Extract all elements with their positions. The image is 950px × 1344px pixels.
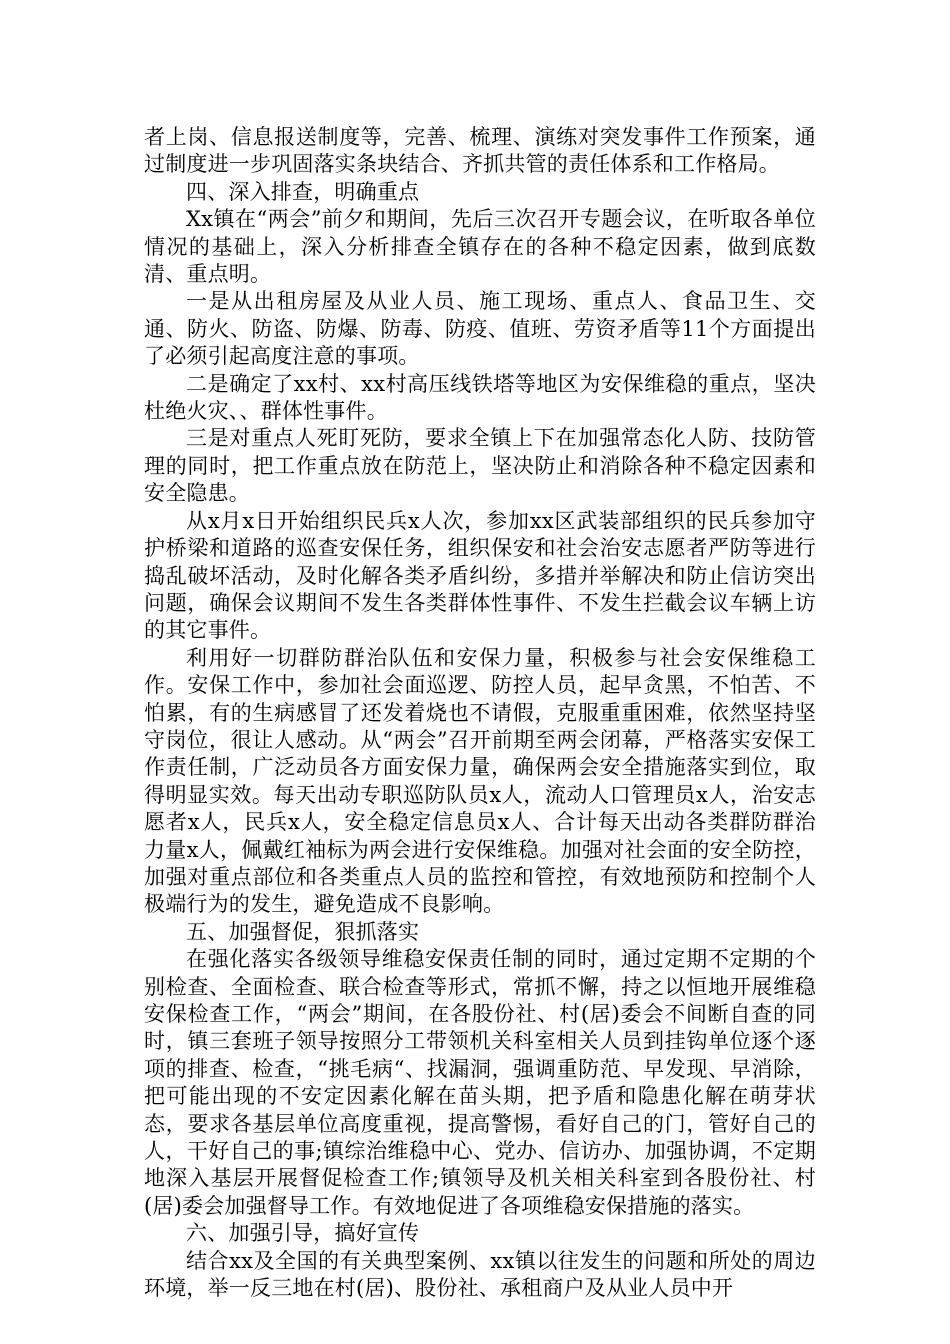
paragraph: 结合xx及全国的有关典型案例、xx镇以往发生的问题和所处的周边环境，举一反三地在村(居)、股份社、承租商户及从业人员中开 [144,1248,816,1301]
paragraph-continuation: 者上岗、信息报送制度等，完善、梳理、演练对突发事件工作预案，通过制度进一步巩固落实条块结合、齐抓共管的责任体系和工作格局。 [144,125,816,177]
paragraph: Xx镇在“两会”前夕和期间，先后三次召开专题会议，在听取各单位情况的基础上，深入分析排查全镇存在的各种不稳定因素，做到底数清、重点明。 [144,207,816,287]
paragraph: 利用好一切群防群治队伍和安保力量，积极参与社会安保维稳工作。安保工作中，参加社会面巡逻、防控人员，起早贪黑，不怕苦、不怕累，有的生病感冒了还发着烧也不请假，克服重重困难，依然坚持坚守岗位，很让人感动。从“两会”召开前期至两会闭幕，严格落实安保工作责任制，广泛动员各方面安保力量，确保两会安全措施落实到位，取得明显实效。每天出动专职巡防队员x人，流动人口管理员x人，治安志愿者x人，民兵x人，安全稳定信息员x人、合计每天出动各类群防群治力量x人，佩戴红袖标为两会进行安保维稳。加强对社会面的安全防控，加强对重点部位和各类重点人员的监控和管控，有效地预防和控制个人极端行为的发生，避免造成不良影响。 [144,645,816,917]
paragraph: 从x月x日开始组织民兵x人次，参加xx区武装部组织的民兵参加守护桥梁和道路的巡查安保任务，组织保安和社会治安志愿者严防等进行捣乱破坏活动，及时化解各类矛盾纠纷，多措并举解决和防止信访突出问题，确保会议期间不发生各类群体性事件、不发生拦截会议车辆上访的其它事件。 [144,508,816,643]
document-body [144,124,816,1302]
section-heading-5: 五、加强督促，狠抓落实 [186,919,420,944]
paragraph: 二是确定了xx村、xx村高压线铁塔等地区为安保维稳的重点，坚决杜绝火灾、、群体性事件。 [144,371,816,424]
paragraph: 一是从出租房屋及从业人员、施工现场、重点人、食品卫生、交通、防火、防盗、防爆、防毒、防疫、值班、劳资矛盾等11个方面提出了必须引起高度注意的事项。 [144,289,816,369]
paragraph: 在强化落实各级领导维稳安保责任制的同时，通过定期不定期的个别检查、全面检查、联合检查等形式，常抓不懈，持之以恒地开展维稳安保检查工作，“两会”期间，在各股份社、村(居)委会不间断自查的同时，镇三套班子领导按照分工带领机关科室相关人员到挂钩单位逐个逐项的排查、检查，“挑毛病“、找漏洞，强调重防范、早发现、早消除，把可能出现的不安定因素化解在苗头期，把予盾和隐患化解在萌芽状态，要求各基层单位高度重视，提高警惕，看好自己的门，管好自己的人，干好自己的事;镇综治维稳中心、党办、信访办、加强协调，不定期地深入基层开展督促检查工作;镇领导及机关相关科室到各股份社、村(居)委会加强督导工作。有效地促进了各项维稳安保措施的落实。 [144,947,816,1218]
section-heading-6: 六、加强引导，搞好宣传 [186,1221,420,1246]
paragraph: 三是对重点人死盯死防，要求全镇上下在加强常态化人防、技防管理的同时，把工作重点放在防范上，坚决防止和消除各种不稳定因素和安全隐患。 [144,426,816,506]
section-heading-4: 四、深入排查，明确重点 [186,179,420,204]
